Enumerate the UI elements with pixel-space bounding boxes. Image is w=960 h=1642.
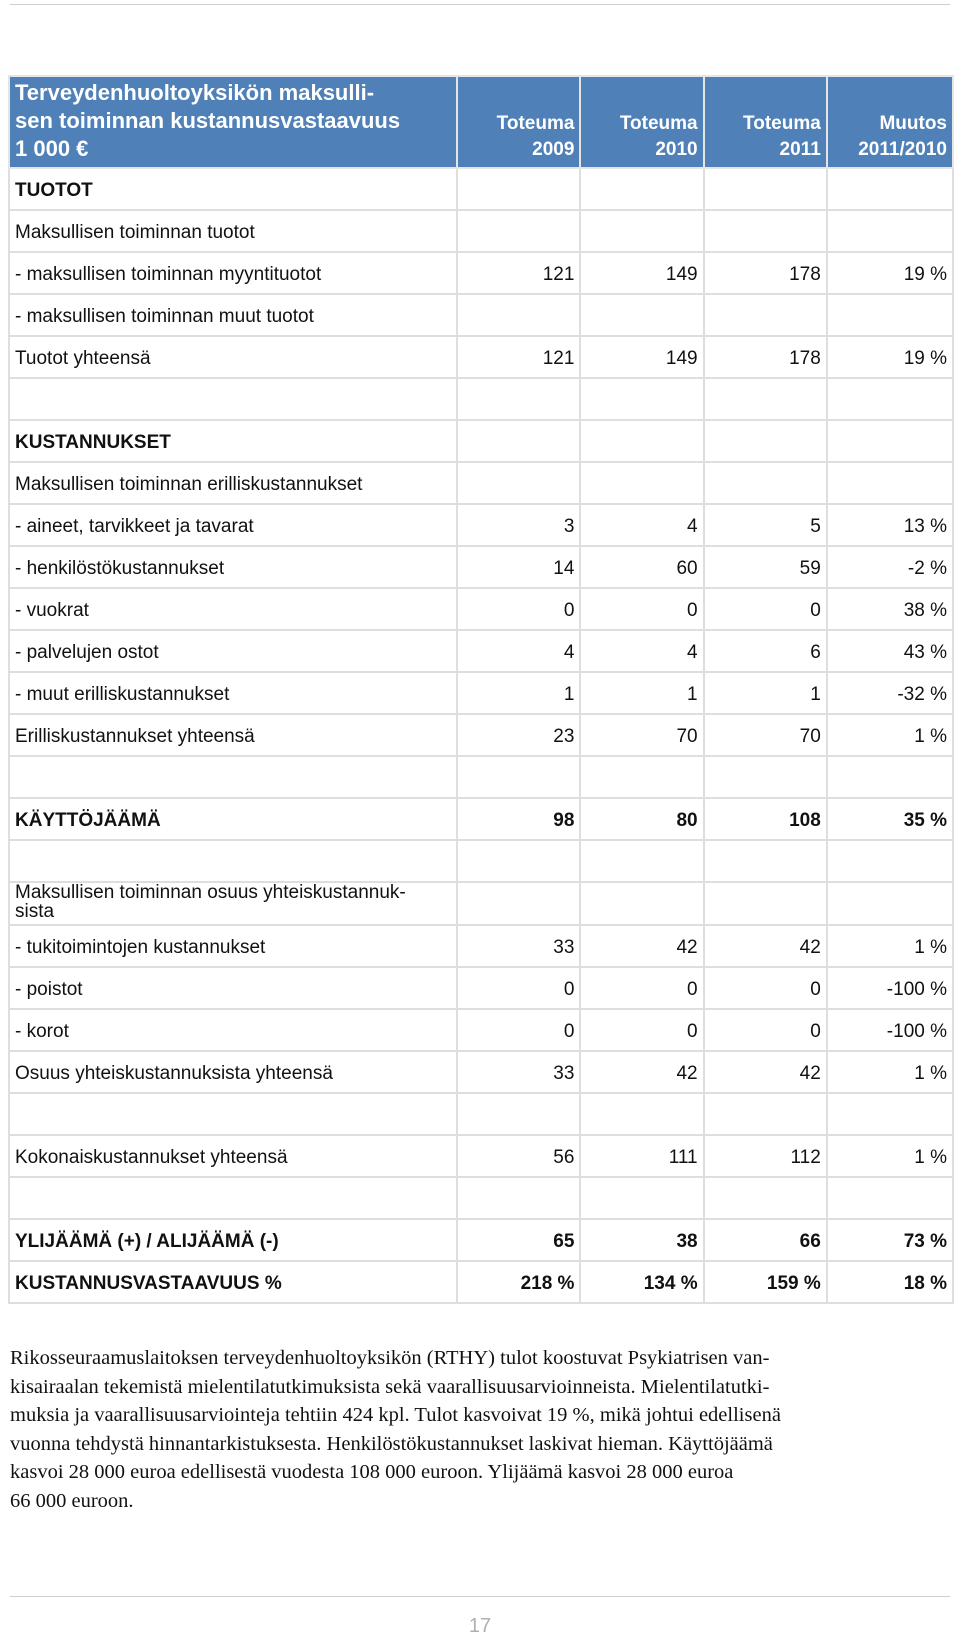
row-label: - tukitoimintojen kustannukset xyxy=(9,925,457,967)
row-value xyxy=(704,294,827,336)
row-value: 18 % xyxy=(827,1261,953,1303)
row-value: 42 xyxy=(704,1051,827,1093)
column-header-2009 xyxy=(457,76,580,168)
row-value: 1 xyxy=(457,672,580,714)
row-value xyxy=(457,882,580,925)
row-value: 0 xyxy=(704,588,827,630)
table-row xyxy=(9,1135,953,1177)
table-row xyxy=(9,546,953,588)
row-label: Erilliskustannukset yhteensä xyxy=(9,714,457,756)
body-paragraph xyxy=(10,1344,960,1516)
row-value: 149 xyxy=(580,336,703,378)
row-value: 0 xyxy=(580,967,703,1009)
paragraph-line: muksia ja vaarallisuusarviointeja tehtiin 424 kpl. Tulot kasvoivat 19 %, mikä johtui edellisenä xyxy=(10,1404,781,1427)
row-value: 1 % xyxy=(827,1051,953,1093)
column-header-line: 2011 xyxy=(779,139,821,160)
table-row xyxy=(9,168,953,210)
column-header-line: Muutos xyxy=(879,113,947,134)
table-row xyxy=(9,714,953,756)
table-row xyxy=(9,840,953,882)
row-value xyxy=(827,378,953,420)
row-value: 1 xyxy=(704,672,827,714)
row-value: 73 % xyxy=(827,1219,953,1261)
row-value: 1 % xyxy=(827,1135,953,1177)
row-value: 65 xyxy=(457,1219,580,1261)
table-row xyxy=(9,420,953,462)
table-row xyxy=(9,1261,953,1303)
row-value: 121 xyxy=(457,336,580,378)
table-row xyxy=(9,336,953,378)
row-value xyxy=(457,210,580,252)
table-row xyxy=(9,462,953,504)
row-value xyxy=(457,168,580,210)
row-value xyxy=(457,420,580,462)
row-value xyxy=(580,840,703,882)
page-number: 17 xyxy=(468,1615,492,1637)
row-value: 42 xyxy=(704,925,827,967)
row-label xyxy=(9,1093,457,1135)
row-value: 111 xyxy=(580,1135,703,1177)
row-value: 0 xyxy=(704,967,827,1009)
row-label: Maksullisen toiminnan erilliskustannukset xyxy=(9,462,457,504)
column-header-line: Toteuma xyxy=(743,113,821,134)
row-value xyxy=(704,168,827,210)
table-row xyxy=(9,630,953,672)
row-value xyxy=(580,882,703,925)
row-value: 178 xyxy=(704,336,827,378)
column-header-2010 xyxy=(580,76,703,168)
row-value: 112 xyxy=(704,1135,827,1177)
row-label: KÄYTTÖJÄÄMÄ xyxy=(9,798,457,840)
column-header-change xyxy=(827,76,953,168)
row-value: 98 xyxy=(457,798,580,840)
row-value xyxy=(580,1093,703,1135)
row-label xyxy=(9,756,457,798)
row-value xyxy=(827,1177,953,1219)
bottom-rule xyxy=(10,1596,950,1597)
table-row xyxy=(9,1177,953,1219)
top-rule xyxy=(10,4,950,5)
table-row xyxy=(9,672,953,714)
row-value xyxy=(580,420,703,462)
row-value: 159 % xyxy=(704,1261,827,1303)
paragraph-line: Rikosseuraamuslaitoksen terveydenhuoltoyksikön (RTHY) tulot koostuvat Psykiatrisen van- xyxy=(10,1347,770,1369)
column-header-line: Toteuma xyxy=(619,113,698,134)
table-row xyxy=(9,1051,953,1093)
row-value xyxy=(457,1093,580,1135)
row-label: - poistot xyxy=(9,967,457,1009)
row-value xyxy=(827,210,953,252)
row-value: 149 xyxy=(580,252,703,294)
row-value xyxy=(704,378,827,420)
row-value xyxy=(580,462,703,504)
row-value: 1 % xyxy=(827,714,953,756)
row-value: 0 xyxy=(457,1009,580,1051)
row-value: 4 xyxy=(580,504,703,546)
row-value: -2 % xyxy=(827,546,953,588)
row-label: YLIJÄÄMÄ (+) / ALIJÄÄMÄ (-) xyxy=(9,1219,457,1261)
row-value xyxy=(827,462,953,504)
row-value xyxy=(827,840,953,882)
row-label: - aineet, tarvikkeet ja tavarat xyxy=(9,504,457,546)
row-label xyxy=(9,378,457,420)
row-label xyxy=(9,840,457,882)
row-value: 60 xyxy=(580,546,703,588)
table-row xyxy=(9,1219,953,1261)
row-label: KUSTANNUSVASTAAVUUS % xyxy=(9,1261,457,1303)
row-value xyxy=(580,378,703,420)
row-value xyxy=(704,1093,827,1135)
row-value: 80 xyxy=(580,798,703,840)
row-value: 13 % xyxy=(827,504,953,546)
row-value: 0 xyxy=(704,1009,827,1051)
row-label: - maksullisen toiminnan myyntituotot xyxy=(9,252,457,294)
table-row xyxy=(9,882,953,925)
table-title-line: sen toiminnan kustannusvastaavuus xyxy=(15,108,401,133)
row-label: Maksullisen toiminnan tuotot xyxy=(9,210,457,252)
row-value: 0 xyxy=(457,967,580,1009)
row-label: - maksullisen toiminnan muut tuotot xyxy=(9,294,457,336)
row-value: 23 xyxy=(457,714,580,756)
table-row xyxy=(9,294,953,336)
row-value xyxy=(457,756,580,798)
table-row xyxy=(9,798,953,840)
row-value: 42 xyxy=(580,925,703,967)
table-row xyxy=(9,210,953,252)
row-value xyxy=(704,756,827,798)
row-value xyxy=(580,294,703,336)
row-value: 6 xyxy=(704,630,827,672)
row-label: - palvelujen ostot xyxy=(9,630,457,672)
row-value: 70 xyxy=(704,714,827,756)
row-value xyxy=(704,210,827,252)
row-value: 42 xyxy=(580,1051,703,1093)
row-value: 56 xyxy=(457,1135,580,1177)
row-value: 134 % xyxy=(580,1261,703,1303)
row-label: Osuus yhteiskustannuksista yhteensä xyxy=(9,1051,457,1093)
row-label xyxy=(9,1177,457,1219)
table-title xyxy=(9,76,457,168)
row-value: 33 xyxy=(457,925,580,967)
row-value xyxy=(827,420,953,462)
row-value: 121 xyxy=(457,252,580,294)
row-value: 66 xyxy=(704,1219,827,1261)
row-value xyxy=(704,420,827,462)
row-value xyxy=(827,1093,953,1135)
row-label: TUOTOT xyxy=(9,168,457,210)
row-value: 3 xyxy=(457,504,580,546)
table-title-line: 1 000 € xyxy=(15,136,89,161)
row-label: - korot xyxy=(9,1009,457,1051)
row-value xyxy=(704,462,827,504)
table-header-row xyxy=(9,76,953,168)
row-value: 14 xyxy=(457,546,580,588)
table-row xyxy=(9,378,953,420)
row-value xyxy=(704,1177,827,1219)
row-value: 19 % xyxy=(827,336,953,378)
row-value: 0 xyxy=(580,1009,703,1051)
row-value: 108 xyxy=(704,798,827,840)
row-value: -32 % xyxy=(827,672,953,714)
row-value: 1 % xyxy=(827,925,953,967)
table-row xyxy=(9,967,953,1009)
row-value: -100 % xyxy=(827,967,953,1009)
row-value xyxy=(457,378,580,420)
row-value: 0 xyxy=(580,588,703,630)
row-value xyxy=(457,462,580,504)
column-header-line: Toteuma xyxy=(496,113,575,134)
row-value: 218 % xyxy=(457,1261,580,1303)
row-value: 4 xyxy=(580,630,703,672)
column-header-line: 2011/2010 xyxy=(858,139,947,160)
row-value: 43 % xyxy=(827,630,953,672)
table-row xyxy=(9,252,953,294)
table-row xyxy=(9,756,953,798)
row-value: -100 % xyxy=(827,1009,953,1051)
table-row xyxy=(9,588,953,630)
column-header-line: 2009 xyxy=(532,139,575,160)
row-label: Kokonaiskustannukset yhteensä xyxy=(9,1135,457,1177)
row-value xyxy=(580,1177,703,1219)
paragraph-line: kasvoi 28 000 euroa edellisestä vuodesta 108 000 euroon. Ylijäämä kasvoi 28 000 euroa xyxy=(10,1461,734,1484)
table-row xyxy=(9,925,953,967)
row-label: - muut erilliskustannukset xyxy=(9,672,457,714)
row-value xyxy=(457,1177,580,1219)
row-value: 0 xyxy=(457,588,580,630)
row-value: 5 xyxy=(704,504,827,546)
row-value: 19 % xyxy=(827,252,953,294)
row-value xyxy=(827,168,953,210)
row-value: 59 xyxy=(704,546,827,588)
table-body xyxy=(9,168,953,1303)
cost-recovery-table xyxy=(8,75,954,1304)
row-label: KUSTANNUKSET xyxy=(9,420,457,462)
row-value xyxy=(457,840,580,882)
row-value: 38 % xyxy=(827,588,953,630)
row-value: 178 xyxy=(704,252,827,294)
row-label: - henkilöstökustannukset xyxy=(9,546,457,588)
row-value: 70 xyxy=(580,714,703,756)
row-value xyxy=(580,756,703,798)
row-label: Maksullisen toiminnan osuus yhteiskustannuk- sista xyxy=(9,882,457,925)
row-label: - vuokrat xyxy=(9,588,457,630)
column-header-line: 2010 xyxy=(655,139,698,160)
table-row xyxy=(9,1093,953,1135)
paragraph-line: kisairaalan tekemistä mielentilatutkimuksista sekä vaarallisuusarvioinneista. Mielentilatutki- xyxy=(10,1375,770,1398)
row-value xyxy=(704,840,827,882)
paragraph-line: 66 000 euroon. xyxy=(10,1489,134,1512)
paragraph-line: vuonna tehdystä hinnantarkistuksesta. Henkilöstökustannukset laskivat hieman. Käyttöjäämä xyxy=(10,1432,773,1455)
row-value xyxy=(827,882,953,925)
row-value: 38 xyxy=(580,1219,703,1261)
column-header-2011 xyxy=(704,76,827,168)
row-value xyxy=(704,882,827,925)
table-title-line: Terveydenhuoltoyksikön maksulli- xyxy=(15,80,375,105)
row-value: 33 xyxy=(457,1051,580,1093)
row-value xyxy=(580,168,703,210)
row-value xyxy=(580,210,703,252)
row-value: 35 % xyxy=(827,798,953,840)
row-value: 4 xyxy=(457,630,580,672)
row-value: 1 xyxy=(580,672,703,714)
row-value xyxy=(457,294,580,336)
row-label: Tuotot yhteensä xyxy=(9,336,457,378)
table-row xyxy=(9,504,953,546)
row-value xyxy=(827,756,953,798)
table-row xyxy=(9,1009,953,1051)
row-value xyxy=(827,294,953,336)
